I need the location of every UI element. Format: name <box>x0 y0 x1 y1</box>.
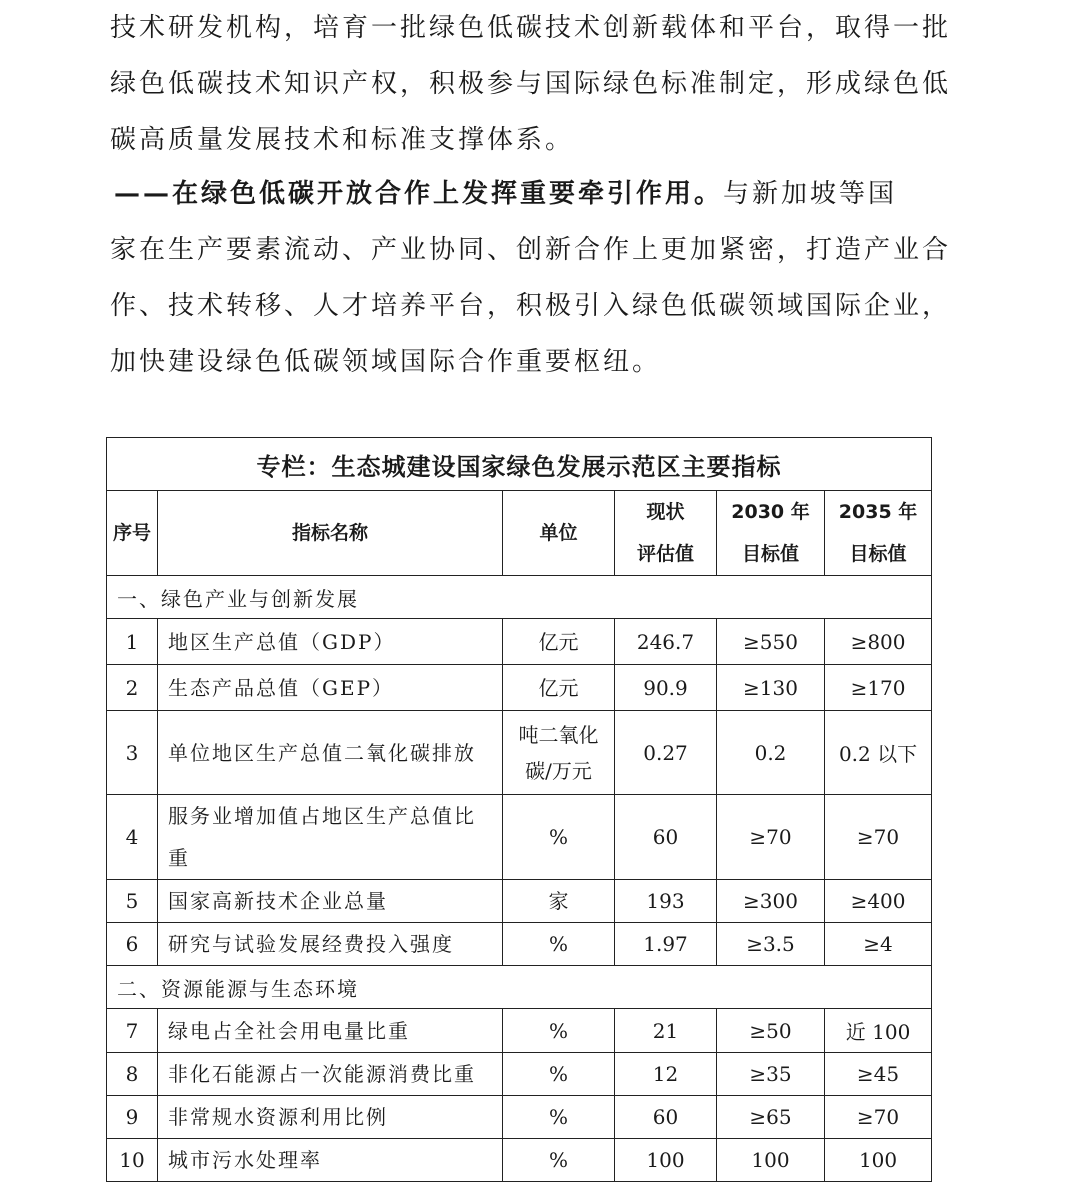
section-title: 一、绿色产业与创新发展 <box>107 576 932 619</box>
paragraph-open-cooperation <box>110 166 952 390</box>
paragraph-line: 碳高质量发展技术和标准支撑体系。 <box>110 125 575 155</box>
row-2030: ≥3.5 <box>717 923 825 966</box>
header-current-line2: 评估值 <box>636 543 694 565</box>
row-current: 12 <box>615 1053 717 1096</box>
row-2035: ≥400 <box>825 880 932 923</box>
row-2035: 0.2 以下 <box>825 711 932 795</box>
row-unit: % <box>503 795 615 880</box>
row-name <box>158 795 503 880</box>
row-current: 100 <box>615 1139 717 1182</box>
paragraph-lead-rest: 与新加坡等国 <box>723 179 898 209</box>
row-index: 6 <box>107 923 158 966</box>
row-name: 非化石能源占一次能源消费比重 <box>158 1053 503 1096</box>
paragraph-line: 家在生产要素流动、产业协同、创新合作上更加紧密，打造产业合 <box>110 235 952 265</box>
row-unit: 亿元 <box>503 665 615 711</box>
row-unit-line2: 碳/万元 <box>525 758 592 783</box>
header-2035 <box>825 491 932 576</box>
row-2035: 近 100 <box>825 1009 932 1053</box>
row-name: 国家高新技术企业总量 <box>158 880 503 923</box>
header-index: 序号 <box>107 491 158 576</box>
row-unit: % <box>503 1053 615 1096</box>
header-unit: 单位 <box>503 491 615 576</box>
row-2030: ≥65 <box>717 1096 825 1139</box>
row-current: 0.27 <box>615 711 717 795</box>
row-2035: ≥70 <box>825 1096 932 1139</box>
row-name-line1: 服务业增加值占地区生产总值比 <box>168 804 476 828</box>
table-row <box>107 795 932 880</box>
row-2030: ≥550 <box>717 619 825 665</box>
row-unit-line1: 吨二氧化 <box>518 722 599 747</box>
row-name: 单位地区生产总值二氧化碳排放 <box>158 711 503 795</box>
row-2030: ≥130 <box>717 665 825 711</box>
paragraph-line: 作、技术转移、人才培养平台，积极引入绿色低碳领域国际企业， <box>110 291 952 321</box>
table-row <box>107 923 932 966</box>
header-2035-line1: 2035 年 <box>838 501 918 523</box>
paragraph-line: 绿色低碳技术知识产权，积极参与国际绿色标准制定，形成绿色低 <box>110 69 952 99</box>
table-title: 专栏：生态城建设国家绿色发展示范区主要指标 <box>107 438 932 491</box>
row-2035: ≥70 <box>825 795 932 880</box>
row-2035: 100 <box>825 1139 932 1182</box>
header-current-line1: 现状 <box>646 501 685 523</box>
row-current: 1.97 <box>615 923 717 966</box>
row-unit <box>503 711 615 795</box>
row-unit: 家 <box>503 880 615 923</box>
row-index: 10 <box>107 1139 158 1182</box>
table-row <box>107 880 932 923</box>
paragraph-lead-bold: ——在绿色低碳开放合作上发挥重要牵引作用。 <box>114 179 724 209</box>
paragraph-line: 加快建设绿色低碳领域国际合作重要枢纽。 <box>110 347 662 377</box>
row-index: 8 <box>107 1053 158 1096</box>
row-current: 193 <box>615 880 717 923</box>
row-2035: ≥4 <box>825 923 932 966</box>
row-index: 1 <box>107 619 158 665</box>
table-row <box>107 665 932 711</box>
row-index: 7 <box>107 1009 158 1053</box>
paragraph-innovation <box>110 0 952 168</box>
header-2030-line2: 目标值 <box>741 543 799 565</box>
row-2035: ≥170 <box>825 665 932 711</box>
row-2030: ≥70 <box>717 795 825 880</box>
table-row <box>107 1053 932 1096</box>
row-name: 地区生产总值（GDP） <box>158 619 503 665</box>
row-name: 城市污水处理率 <box>158 1139 503 1182</box>
row-2035: ≥45 <box>825 1053 932 1096</box>
row-unit: % <box>503 1009 615 1053</box>
row-2030: ≥50 <box>717 1009 825 1053</box>
table-row <box>107 711 932 795</box>
row-current: 21 <box>615 1009 717 1053</box>
table-row <box>107 619 932 665</box>
row-current: 60 <box>615 795 717 880</box>
header-name: 指标名称 <box>158 491 503 576</box>
header-2035-line2: 目标值 <box>849 543 907 565</box>
indicators-table <box>106 437 932 1182</box>
row-index: 3 <box>107 711 158 795</box>
row-current: 246.7 <box>615 619 717 665</box>
paragraph-line: 技术研发机构，培育一批绿色低碳技术创新载体和平台，取得一批 <box>110 13 952 43</box>
header-current <box>615 491 717 576</box>
row-name: 研究与试验发展经费投入强度 <box>158 923 503 966</box>
row-unit: % <box>503 1096 615 1139</box>
table-row <box>107 1009 932 1053</box>
section-title: 二、资源能源与生态环境 <box>107 966 932 1009</box>
row-name: 非常规水资源利用比例 <box>158 1096 503 1139</box>
row-2030: ≥35 <box>717 1053 825 1096</box>
row-name-line2: 重 <box>168 846 190 870</box>
row-2030: 100 <box>717 1139 825 1182</box>
row-2030: ≥300 <box>717 880 825 923</box>
row-index: 4 <box>107 795 158 880</box>
row-index: 9 <box>107 1096 158 1139</box>
row-index: 2 <box>107 665 158 711</box>
paragraph-lead-line <box>110 166 940 222</box>
row-current: 90.9 <box>615 665 717 711</box>
row-name: 生态产品总值（GEP） <box>158 665 503 711</box>
row-unit: % <box>503 923 615 966</box>
table-header-row <box>107 491 932 576</box>
table-row <box>107 1139 932 1182</box>
row-unit: 亿元 <box>503 619 615 665</box>
table-row <box>107 1096 932 1139</box>
row-unit: % <box>503 1139 615 1182</box>
row-current: 60 <box>615 1096 717 1139</box>
header-2030 <box>717 491 825 576</box>
row-2030: 0.2 <box>717 711 825 795</box>
row-2035: ≥800 <box>825 619 932 665</box>
row-name: 绿电占全社会用电量比重 <box>158 1009 503 1053</box>
row-index: 5 <box>107 880 158 923</box>
header-2030-line1: 2030 年 <box>731 501 810 523</box>
